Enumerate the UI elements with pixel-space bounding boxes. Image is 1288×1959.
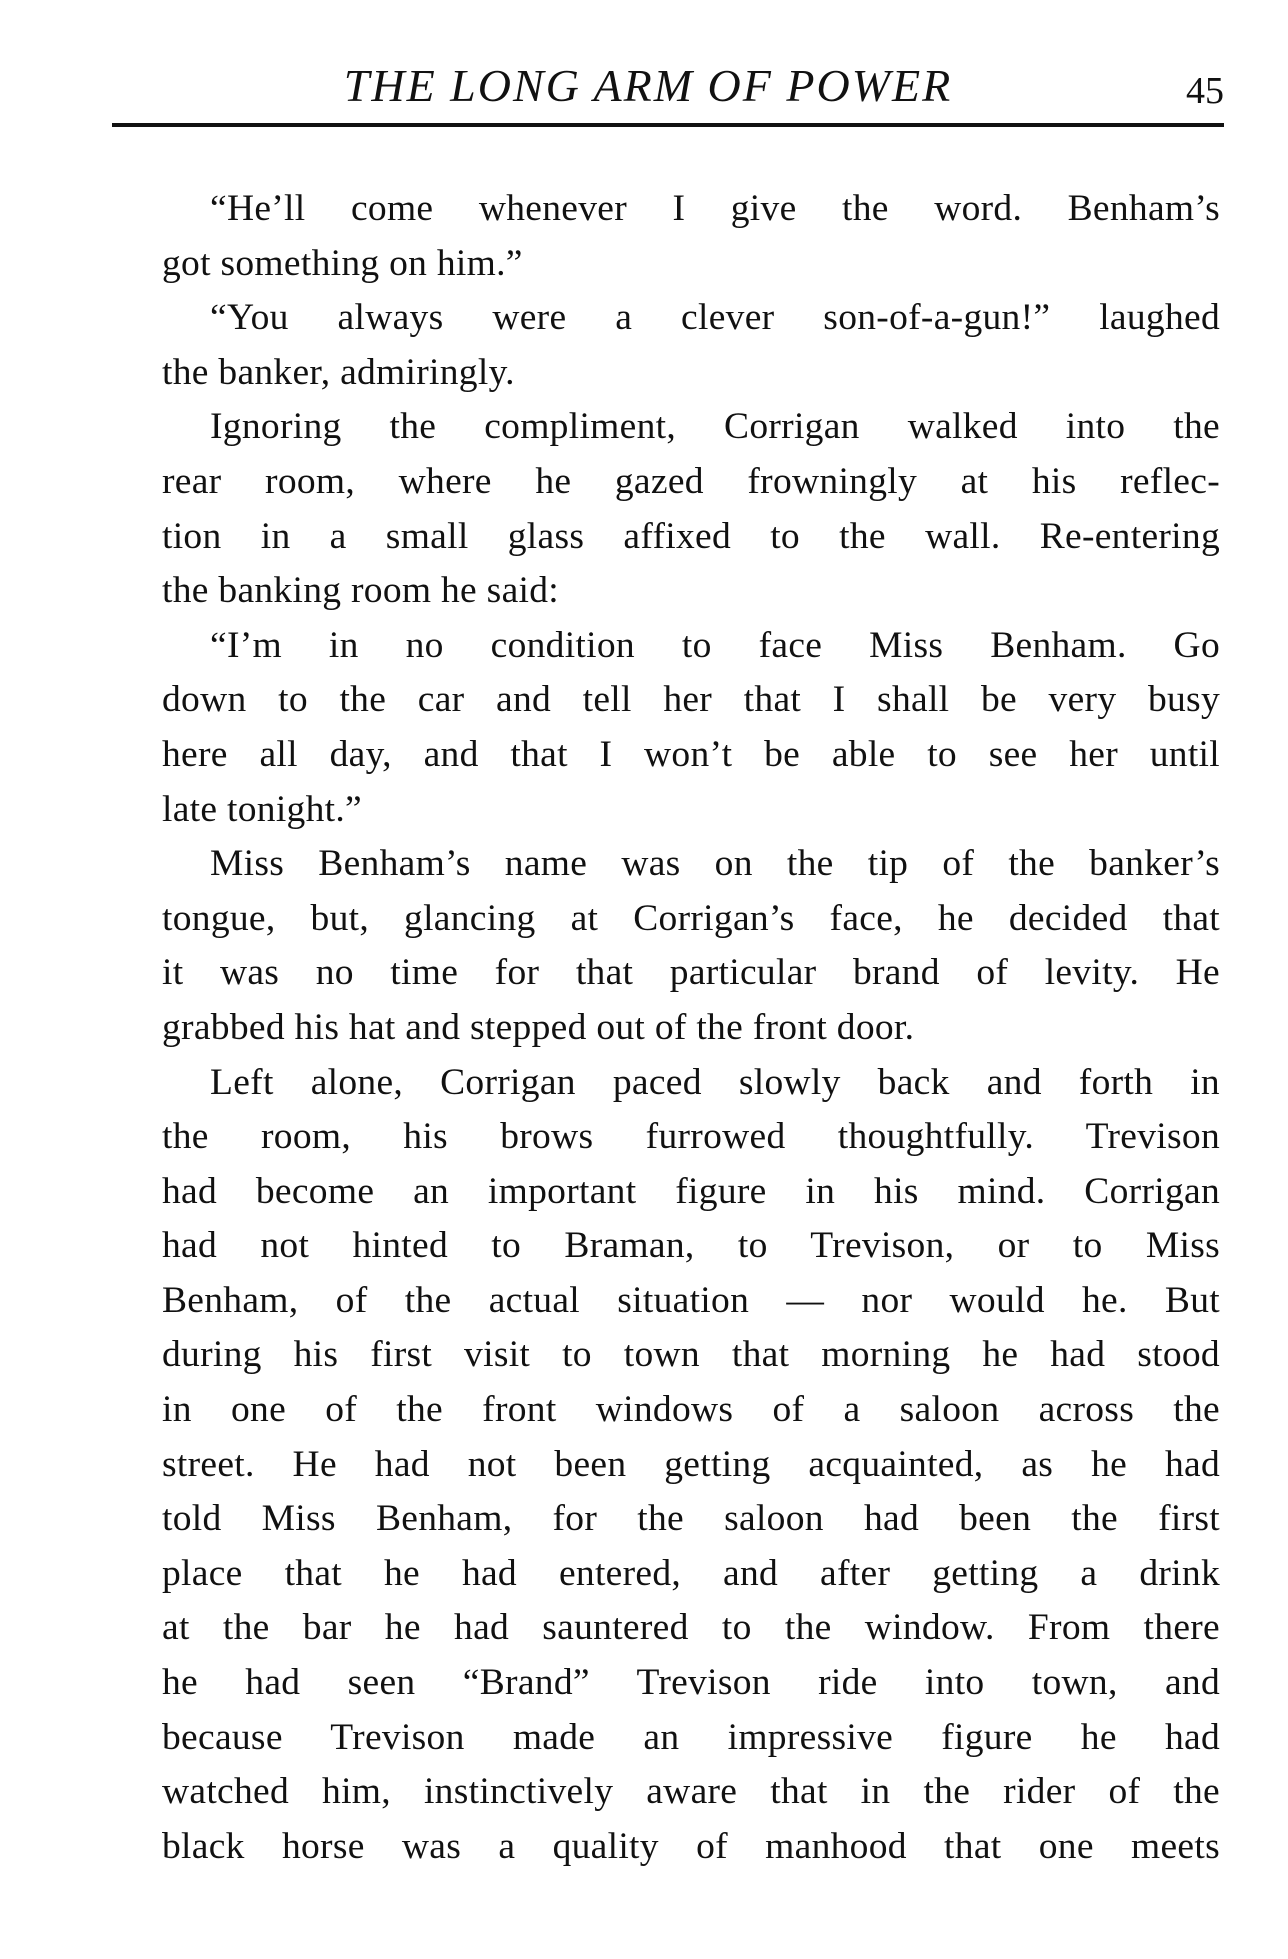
header-rule [112, 123, 1224, 127]
text-line: the room, his brows furrowed thoughtfully. Trevison [162, 1116, 1220, 1158]
text-line: Ignoring the compliment, Corrigan walked into the [210, 406, 1220, 448]
text-line: the banking room he said: [162, 570, 560, 612]
body-text [114, 182, 1220, 1874]
text-line: tion in a small glass affixed to the wall. Re-entering [162, 515, 1220, 557]
text-line: “He’ll come whenever I give the word. Benham’s [210, 188, 1220, 229]
running-title: THE LONG ARM OF POWER [343, 60, 953, 111]
text-line: tongue, but, glancing at Corrigan’s face, he decided that [162, 897, 1220, 939]
text-line: here all day, and that I won’t be able to see her until [162, 733, 1220, 775]
text-line: black horse was a quality of manhood that one meets [162, 1825, 1220, 1867]
text-line: told Miss Benham, for the saloon had been the first [162, 1498, 1220, 1540]
text-line: during his first visit to town that morning he had stood [162, 1334, 1220, 1376]
text-line: late tonight.” [162, 788, 362, 830]
text-line: the banker, admiringly. [162, 351, 515, 393]
text-line: Benham, of the actual situation — nor would he. But [162, 1279, 1220, 1321]
text-line: Miss Benham’s name was on the tip of the banker’s [210, 843, 1220, 885]
text-line: “I’m in no condition to face Miss Benham. Go [210, 624, 1220, 666]
text-line: at the bar he had sauntered to the window. From there [162, 1607, 1220, 1649]
page-number: 45 [1186, 70, 1224, 112]
text-line: in one of the front windows of a saloon across the [162, 1389, 1220, 1431]
text-line: got something on him.” [162, 242, 523, 284]
text-line: Left alone, Corrigan paced slowly back and forth in [210, 1061, 1220, 1103]
text-line: “You always were a clever son-of-a-gun!” laughed [210, 297, 1220, 339]
text-line: grabbed his hat and stepped out of the front door. [162, 1006, 915, 1048]
text-line: had become an important figure in his mind. Corrigan [162, 1170, 1220, 1212]
text-line: watched him, instinctively aware that in the rider of the [162, 1771, 1220, 1813]
paragraph [114, 1056, 1220, 1875]
text-line: street. He had not been getting acquainted, as he had [162, 1443, 1220, 1485]
paragraph [114, 400, 1220, 618]
text-line: it was no time for that particular brand of levity. He [162, 952, 1220, 994]
text-line: had not hinted to Braman, to Trevison, or to Miss [162, 1225, 1220, 1267]
paragraph [114, 619, 1220, 837]
paragraph [114, 291, 1220, 400]
running-head [112, 58, 1224, 118]
paragraph [114, 182, 1220, 291]
text-line: because Trevison made an impressive figure he had [162, 1716, 1220, 1758]
paragraph [114, 837, 1220, 1055]
text-line: down to the car and tell her that I shall be very busy [162, 679, 1220, 721]
text-line: he had seen “Brand” Trevison ride into town, and [162, 1662, 1220, 1704]
text-line: place that he had entered, and after getting a drink [162, 1552, 1220, 1594]
text-line: rear room, where he gazed frowningly at his reflec- [162, 460, 1220, 502]
